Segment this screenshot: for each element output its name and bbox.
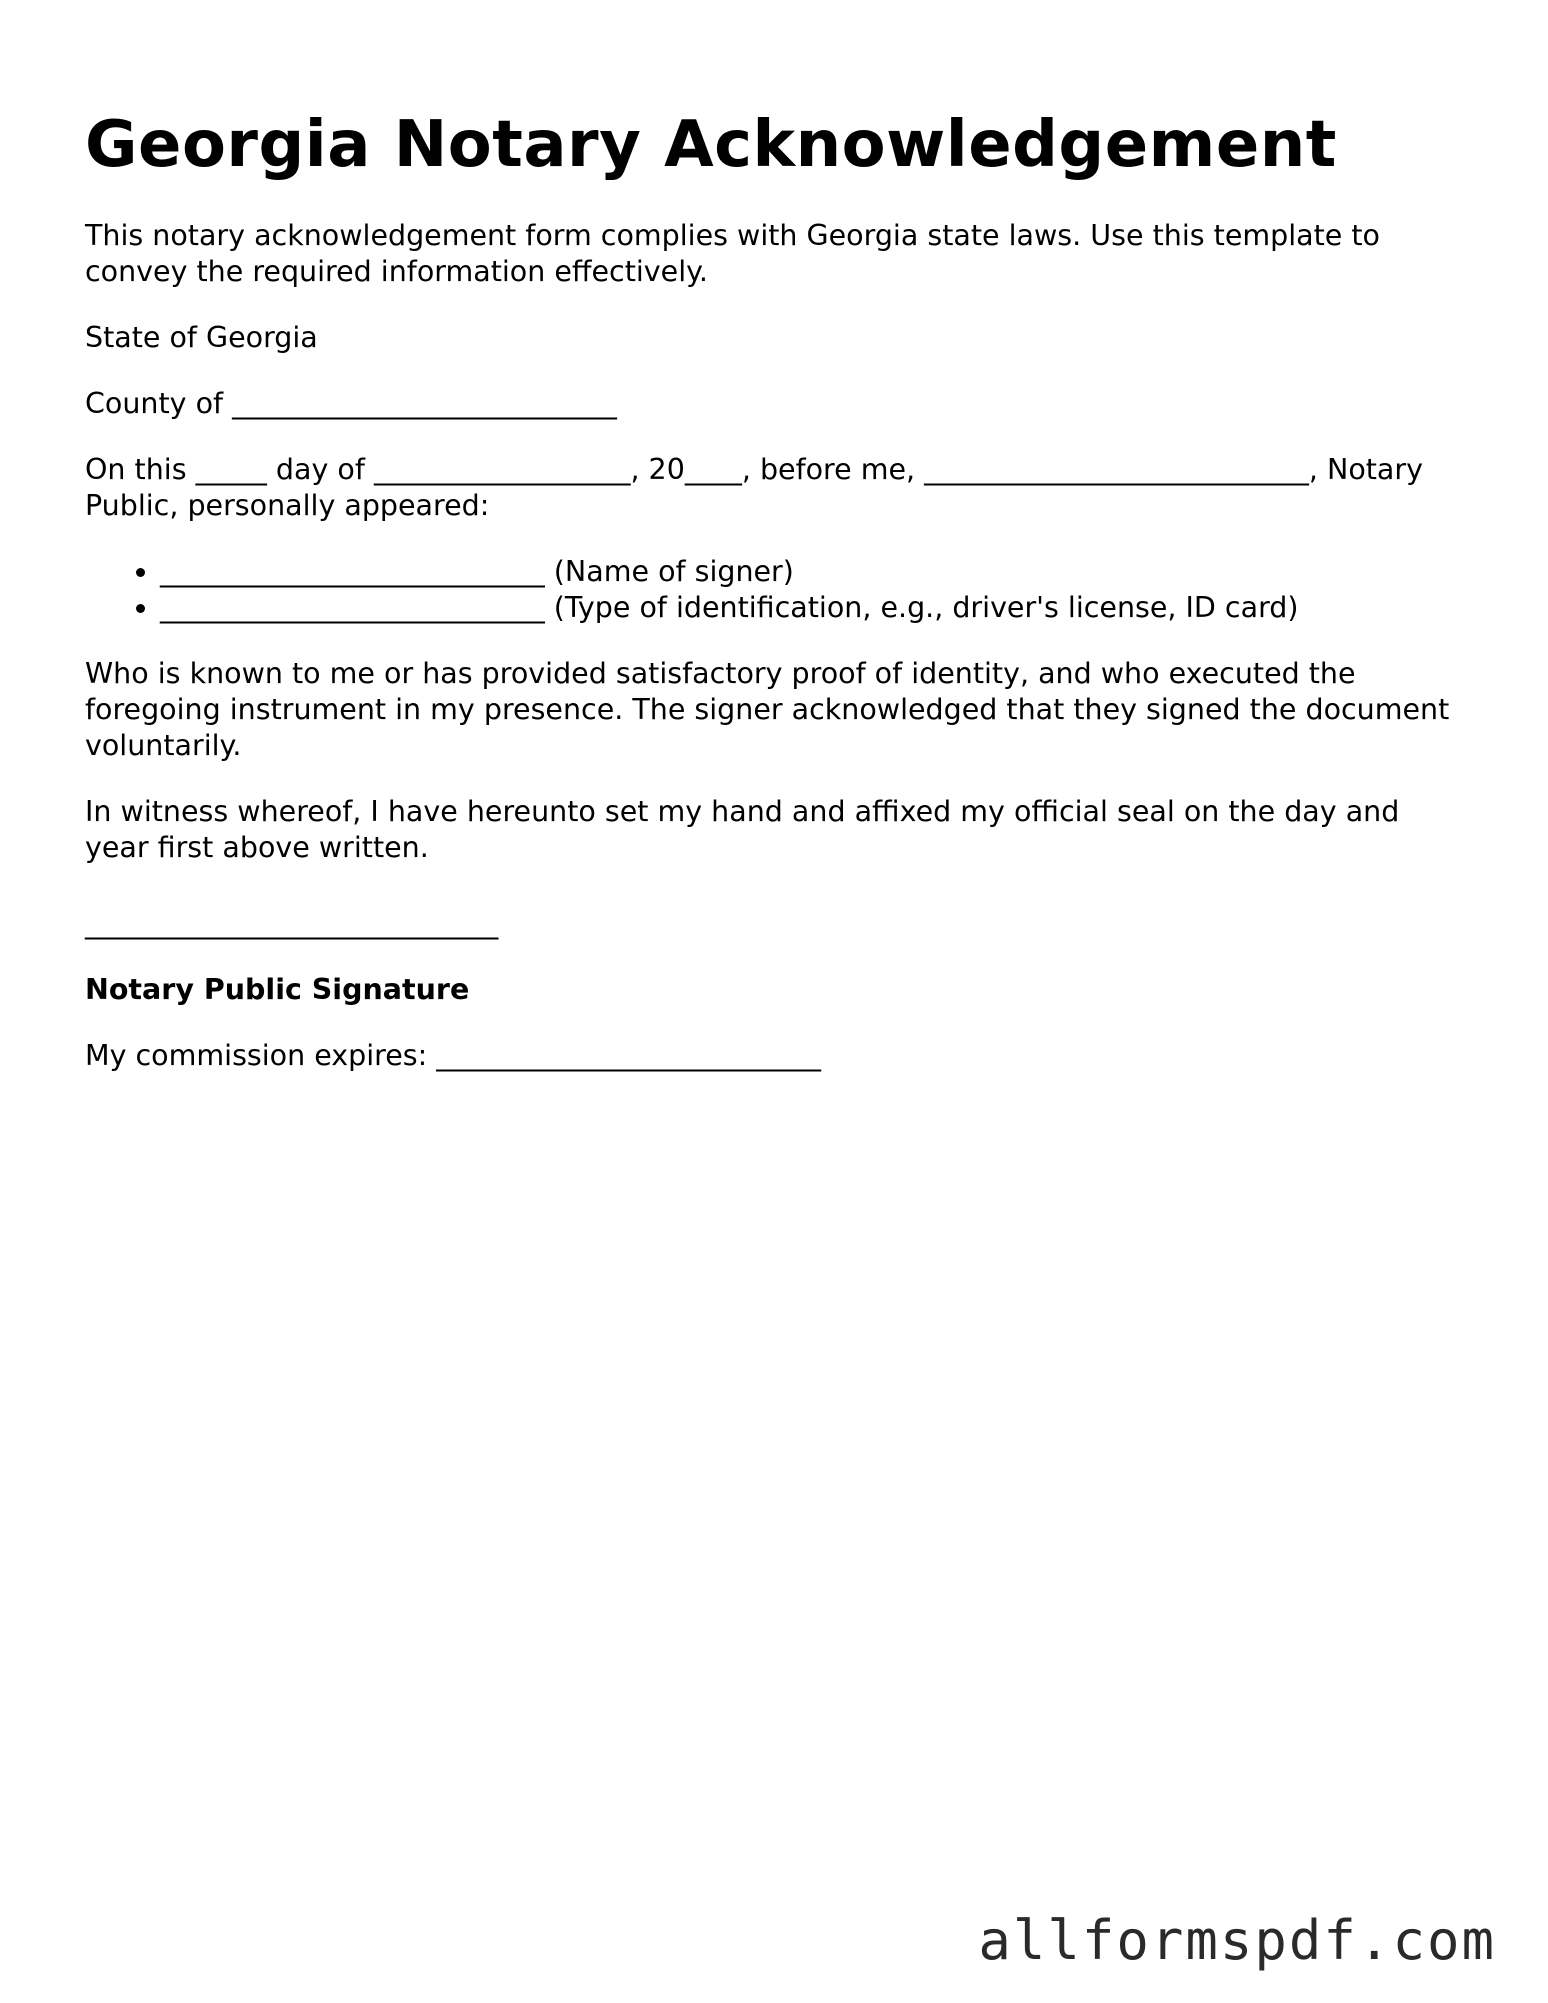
county-line: County of ___________________________: [85, 387, 617, 420]
date-appearance-line: On this _____ day of __________________, 20____, before me, ___________________________, Notary Public, personally appeared:: [85, 453, 1423, 522]
state-line: State of Georgia: [85, 321, 318, 354]
signer-list: [85, 554, 1465, 626]
watermark-text: allformspdf.com: [978, 1909, 1496, 1972]
list-item-identification: • ___________________________ (Type of identification, e.g., driver's license, ID card): [160, 590, 1465, 626]
commission-expiry-line: My commission expires: ___________________________: [85, 1039, 822, 1072]
list-item-signer-name: • ___________________________ (Name of signer): [160, 554, 1465, 590]
identity-paragraph: Who is known to me or has provided satisfactory proof of identity, and who executed the foregoing instrument in my presence. The signer acknowledged that they signed the document voluntarily.: [85, 657, 1450, 762]
page-title: Georgia Notary Acknowledgement: [85, 108, 1337, 182]
signature-line: _____________________________: [85, 907, 499, 940]
intro-paragraph: This notary acknowledgement form complies with Georgia state laws. Use this template to convey the required information effectively.: [85, 219, 1380, 288]
witness-paragraph: In witness whereof, I have hereunto set my hand and affixed my official seal on the day and year first above written.: [85, 795, 1400, 864]
signature-label: Notary Public Signature: [85, 973, 470, 1006]
document-page: [85, 104, 1465, 1074]
